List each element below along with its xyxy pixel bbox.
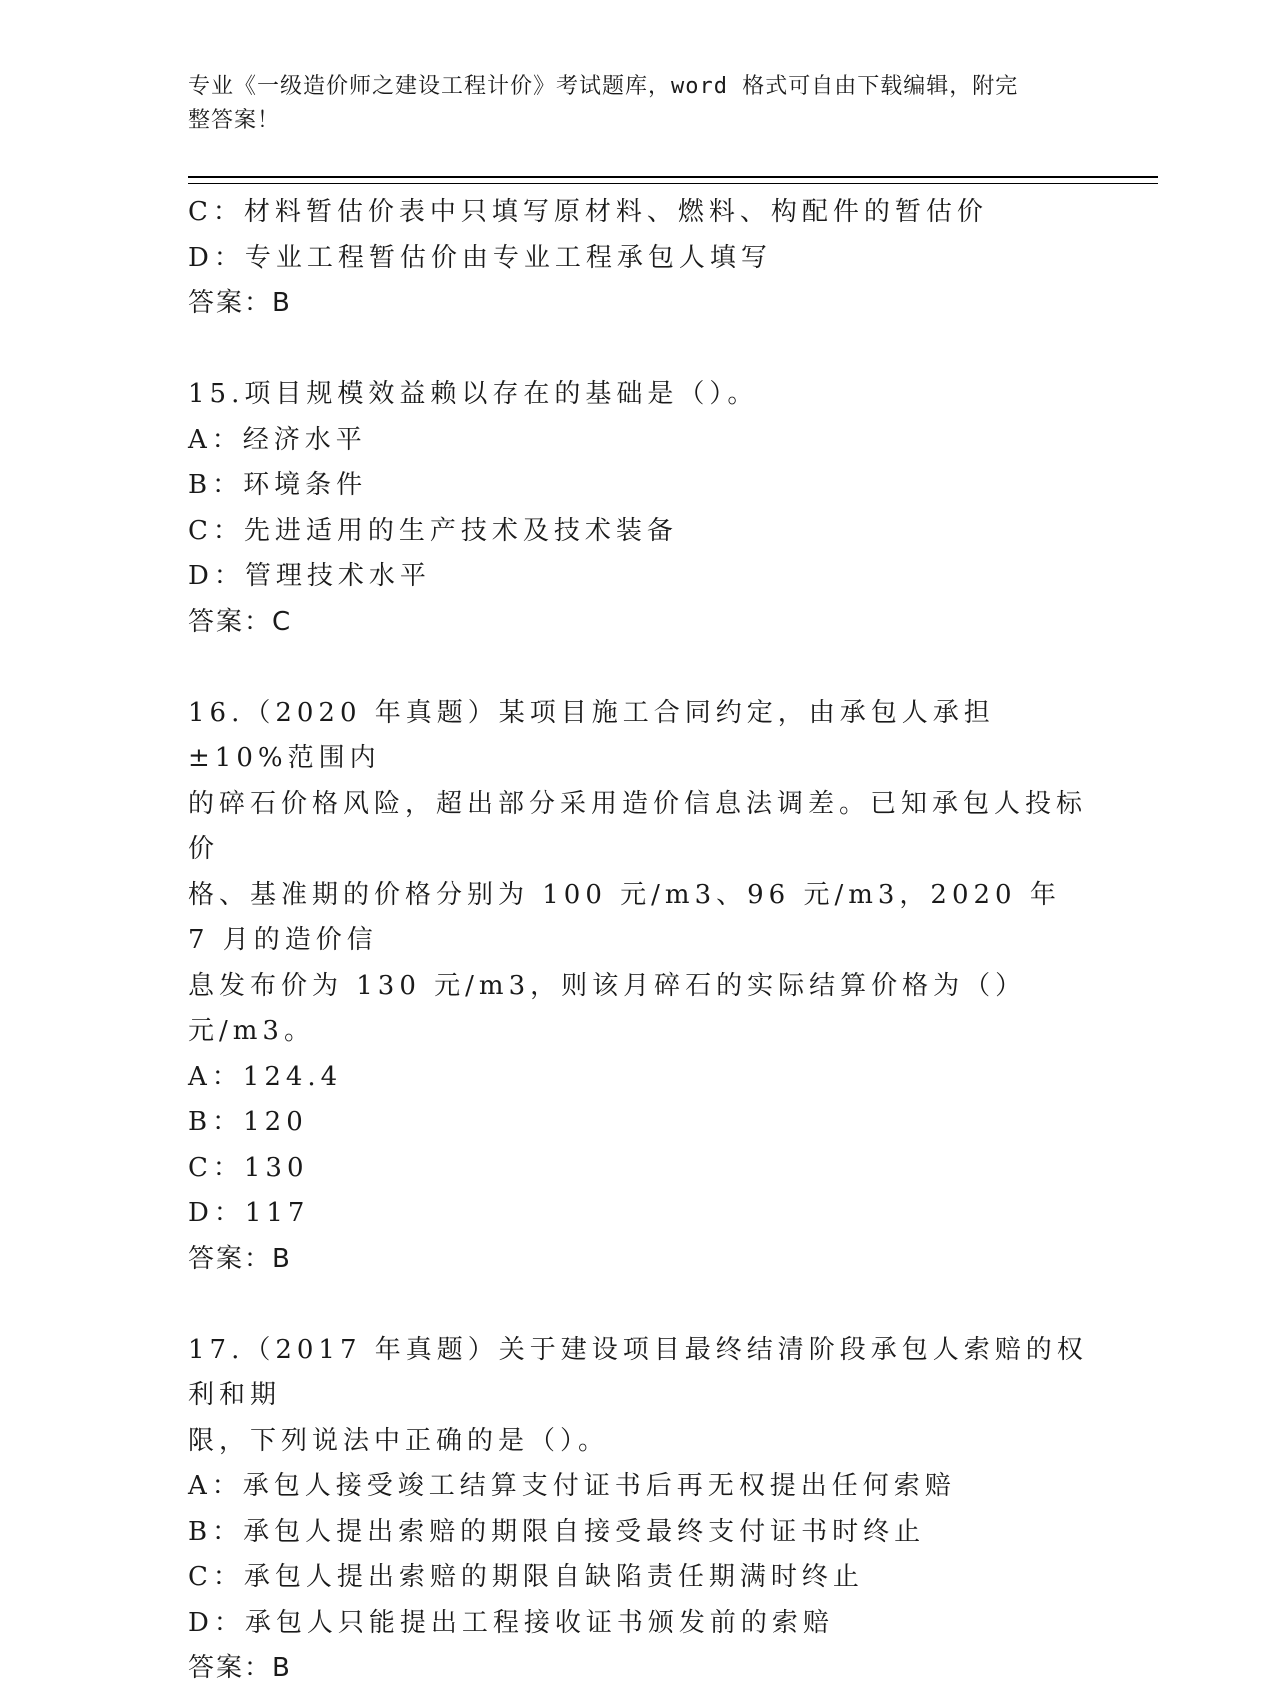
question-stem-line-2: 的碎石价格风险，超出部分采用造价信息法调差。已知承包人投标价	[188, 788, 1088, 864]
question-15	[188, 372, 1088, 645]
option-c: C：130	[188, 1152, 309, 1183]
answer-label: 答案：B	[188, 288, 292, 318]
option-c: C：承包人提出索赔的期限自缺陷责任期满时终止	[188, 1562, 864, 1592]
question-stem: 15.项目规模效益赖以存在的基础是（）。	[188, 379, 759, 409]
question-17	[188, 1328, 1088, 1692]
question-14-continued	[188, 190, 1088, 327]
spacer	[188, 327, 1088, 373]
question-stem-line-1: 16.（2020 年真题）某项目施工合同约定，由承包人承担±10%范围内	[188, 697, 995, 773]
option-b: B：环境条件	[188, 470, 368, 500]
spacer	[188, 645, 1088, 691]
option-a: A：承包人接受竣工结算支付证书后再无权提出任何索赔	[188, 1471, 956, 1501]
header-intro-line-2: 整答案！	[188, 108, 281, 133]
answer-label: 答案：C	[188, 606, 293, 637]
option-d: D：承包人只能提出工程接收证书颁发前的索赔	[188, 1607, 834, 1638]
option-b: B：承包人提出索赔的期限自接受最终支付证书时终止	[188, 1516, 926, 1547]
question-stem-line-3: 格、基准期的价格分别为 100 元/m3、96 元/m3，2020 年 7 月的造价信	[188, 879, 1061, 955]
header-intro-line-1: 专业《一级造价师之建设工程计价》考试题库，word 格式可自由下载编辑，附完	[188, 74, 1019, 99]
document-header	[188, 70, 1088, 138]
option-a: A：经济水平	[188, 424, 367, 455]
answer-label: 答案：B	[188, 1653, 292, 1683]
option-d: D：117	[188, 1198, 310, 1228]
question-list	[188, 190, 1088, 1692]
question-stem-line-4: 息发布价为 130 元/m3，则该月碎石的实际结算价格为（）元/m3。	[188, 970, 1027, 1046]
question-stem-line-2: 限，下列说法中正确的是（）。	[188, 1425, 610, 1456]
option-c: C：材料暂估价表中只填写原材料、燃料、构配件的暂估价	[188, 197, 988, 227]
option-b: B：120	[188, 1107, 308, 1137]
answer-label: 答案：B	[188, 1243, 292, 1274]
header-divider-thick	[188, 176, 1158, 178]
spacer	[188, 1282, 1088, 1328]
option-a: A：124.4	[188, 1061, 343, 1092]
option-d: D：专业工程暂估价由专业工程承包人填写	[188, 242, 772, 273]
option-d: D：管理技术水平	[188, 561, 431, 591]
question-16	[188, 691, 1088, 1283]
header-divider-thin	[188, 183, 1158, 184]
question-stem-line-1: 17.（2017 年真题）关于建设项目最终结清阶段承包人索赔的权利和期	[188, 1334, 1088, 1410]
option-c: C：先进适用的生产技术及技术装备	[188, 515, 678, 546]
